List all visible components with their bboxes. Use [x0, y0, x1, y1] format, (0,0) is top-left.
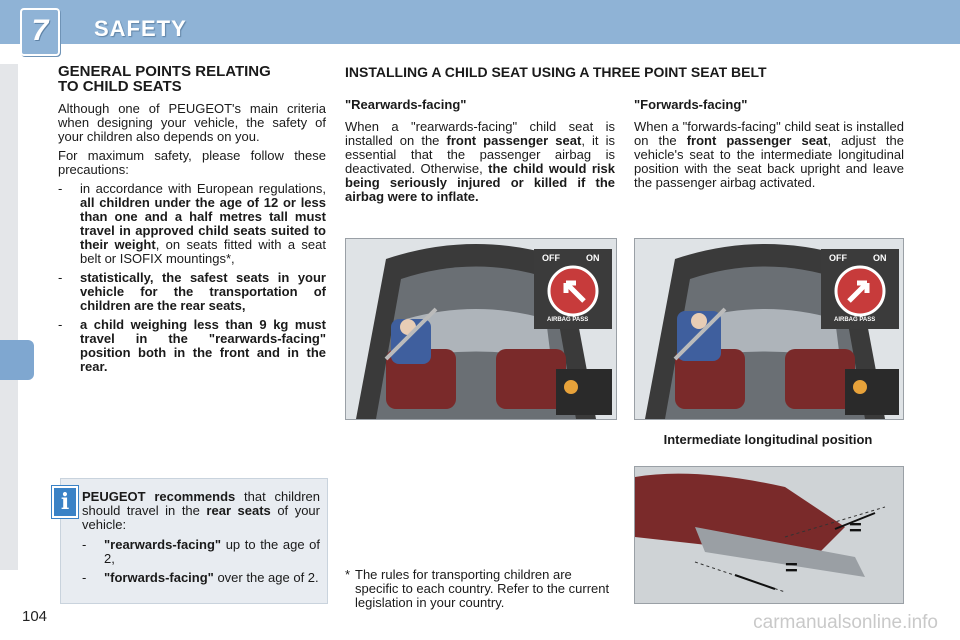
precaution-item	[58, 318, 326, 374]
info-icon: i	[52, 486, 78, 518]
rearwards-section	[345, 98, 615, 204]
seat-position-illustration	[634, 466, 904, 604]
footnote-text: The rules for transporting children are specific to each country. Refer to the current legislation in your country.	[355, 567, 610, 610]
airbag-label: AIRBAG PASS	[547, 317, 589, 323]
on-label: ON	[873, 253, 887, 263]
intro-paragraph: Although one of PEUGEOT's main criteria when designing your vehicle, the safety of your children also depends on you.	[58, 101, 326, 144]
recommendation-item: - "rearwards-facing" up to the age of 2,	[82, 537, 320, 566]
equal-mark: =	[849, 515, 862, 540]
bullet-text: , on seats fitted with a seat belt or ISOFIX mountings*,	[80, 237, 326, 266]
page-number: 104	[22, 608, 48, 625]
car-top-view-image	[635, 239, 903, 419]
bullet-bold-text: a child weighing less than 9 kg must travel in the "rearwards-facing" position both in the front and in the rear.	[80, 317, 326, 374]
recommendation-text: PEUGEOT recommends that children should travel in the rear seats of your vehicle: - "rearwards-facing" up to the age of 2, - "forwards-facing" over the age of 2.	[82, 489, 320, 585]
car-top-view-image	[346, 239, 616, 419]
side-strip	[0, 64, 18, 570]
precaution-item	[58, 271, 326, 313]
chapter-number: 7	[31, 14, 49, 47]
figure-caption: Intermediate longitudinal position	[663, 432, 873, 447]
bullet-bold-text: statistically, the safest seats in your vehicle for the transportation of children are the rear seats,	[80, 270, 326, 313]
section-heading-line1: GENERAL POINTS RELATING	[58, 63, 271, 80]
forwards-car-illustration	[634, 238, 904, 420]
bullet-bold-text: all children under the age of 12 or less than one and a half metres tall must travel in approved child seats suited to their weight	[80, 195, 326, 252]
airbag-label: AIRBAG PASS	[834, 317, 876, 323]
off-label: OFF	[829, 253, 847, 263]
bullet-dash: -	[58, 181, 63, 196]
precautions-paragraph: For maximum safety, please follow these precautions:	[58, 148, 326, 177]
seat-rail-image	[635, 467, 903, 603]
rearwards-text: When a "rearwards-facing" child seat is installed on the front passenger seat, it is essential that the passenger airbag is deactivated. Otherwise, the child would risk being seriously injured or killed if the airbag were to inflate.	[345, 119, 615, 204]
rearwards-car-illustration	[345, 238, 617, 420]
precaution-item	[58, 182, 326, 266]
bullet-text: in accordance with European regulations,	[80, 181, 326, 196]
forwards-heading: "Forwards-facing"	[634, 97, 748, 112]
section-heading	[58, 64, 326, 94]
forwards-section	[634, 98, 904, 190]
forwards-text: When a "forwards-facing" child seat is installed on the front passenger seat, adjust the vehicle's seat to the intermediate longitudinal position with the seat back upright and leave the passenger airbag activated.	[634, 119, 904, 190]
footnote	[345, 568, 615, 610]
recommendation-item: - "forwards-facing" over the age of 2.	[82, 570, 319, 585]
on-label: ON	[586, 253, 600, 263]
equal-mark: =	[785, 555, 798, 580]
installing-heading: INSTALLING A CHILD SEAT USING A THREE POINT SEAT BELT	[345, 64, 767, 80]
bullet-dash: -	[58, 317, 63, 332]
section-heading-line2: TO CHILD SEATS	[58, 78, 182, 95]
general-points-section	[58, 64, 326, 379]
chapter-side-tab	[0, 340, 34, 380]
watermark-text: carmanualsonline.info	[753, 612, 938, 633]
page-title: SAFETY	[94, 16, 187, 41]
chapter-badge	[20, 8, 60, 56]
rearwards-heading: "Rearwards-facing"	[345, 97, 467, 112]
bullet-dash: -	[58, 270, 63, 285]
footnote-star: *	[345, 567, 351, 582]
off-label: OFF	[542, 253, 560, 263]
